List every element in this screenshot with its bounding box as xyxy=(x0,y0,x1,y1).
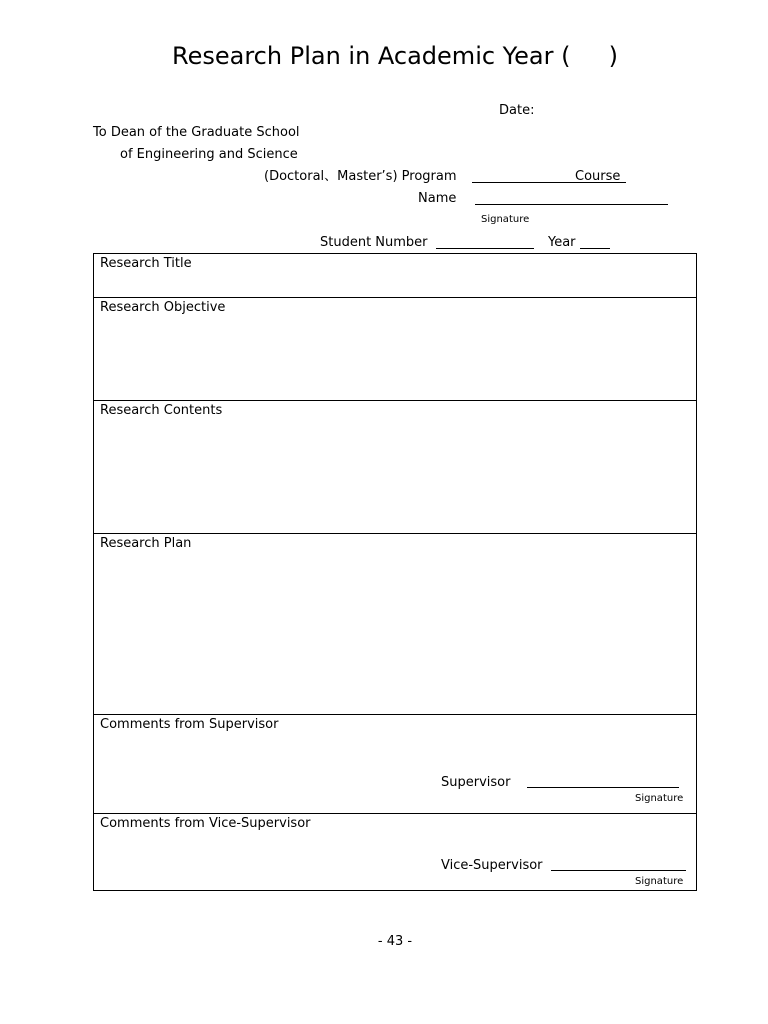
vice-supervisor-comments-row xyxy=(94,814,697,891)
research-contents-label: Research Contents xyxy=(100,403,223,418)
supervisor-comments-row xyxy=(94,715,697,814)
research-plan-form xyxy=(93,253,697,891)
research-plan-row xyxy=(94,534,697,715)
addressee-line-1: To Dean of the Graduate School xyxy=(93,125,300,140)
research-plan-label: Research Plan xyxy=(100,536,192,551)
name-label: Name xyxy=(418,191,457,206)
research-objective-row xyxy=(94,298,697,401)
year-blank-line[interactable] xyxy=(580,248,610,249)
student-number-blank-line[interactable] xyxy=(436,248,534,249)
research-objective-label: Research Objective xyxy=(100,300,226,315)
supervisor-comments-cell[interactable] xyxy=(94,715,697,814)
name-signature-caption: Signature xyxy=(481,214,530,225)
supervisor-signature-caption: Signature xyxy=(635,793,684,804)
vice-supervisor-comments-label: Comments from Vice-Supervisor xyxy=(100,816,311,831)
vice-supervisor-signature-line[interactable] xyxy=(551,870,686,871)
research-title-cell[interactable] xyxy=(94,254,697,298)
name-blank-line[interactable] xyxy=(475,204,668,205)
supervisor-label: Supervisor xyxy=(441,775,511,790)
page-number: - 43 - xyxy=(377,934,413,949)
course-label: Course xyxy=(575,169,621,184)
research-title-row xyxy=(94,254,697,298)
page-title: Research Plan in Academic Year ( ) xyxy=(172,42,618,70)
vice-supervisor-signature-caption: Signature xyxy=(635,876,684,887)
research-contents-cell[interactable] xyxy=(94,401,697,534)
student-number-label: Student Number xyxy=(320,235,428,250)
research-title-label: Research Title xyxy=(100,256,192,271)
vice-supervisor-label: Vice-Supervisor xyxy=(441,858,543,873)
addressee-line-2: of Engineering and Science xyxy=(120,147,298,162)
supervisor-signature-line[interactable] xyxy=(527,787,679,788)
research-plan-cell[interactable] xyxy=(94,534,697,715)
program-label: (Doctoral、Master’s) Program xyxy=(264,169,457,184)
research-objective-cell[interactable] xyxy=(94,298,697,401)
vice-supervisor-comments-cell[interactable] xyxy=(94,814,697,891)
supervisor-comments-label: Comments from Supervisor xyxy=(100,717,279,732)
research-contents-row xyxy=(94,401,697,534)
year-label: Year xyxy=(548,235,576,250)
date-label: Date: xyxy=(499,103,535,118)
